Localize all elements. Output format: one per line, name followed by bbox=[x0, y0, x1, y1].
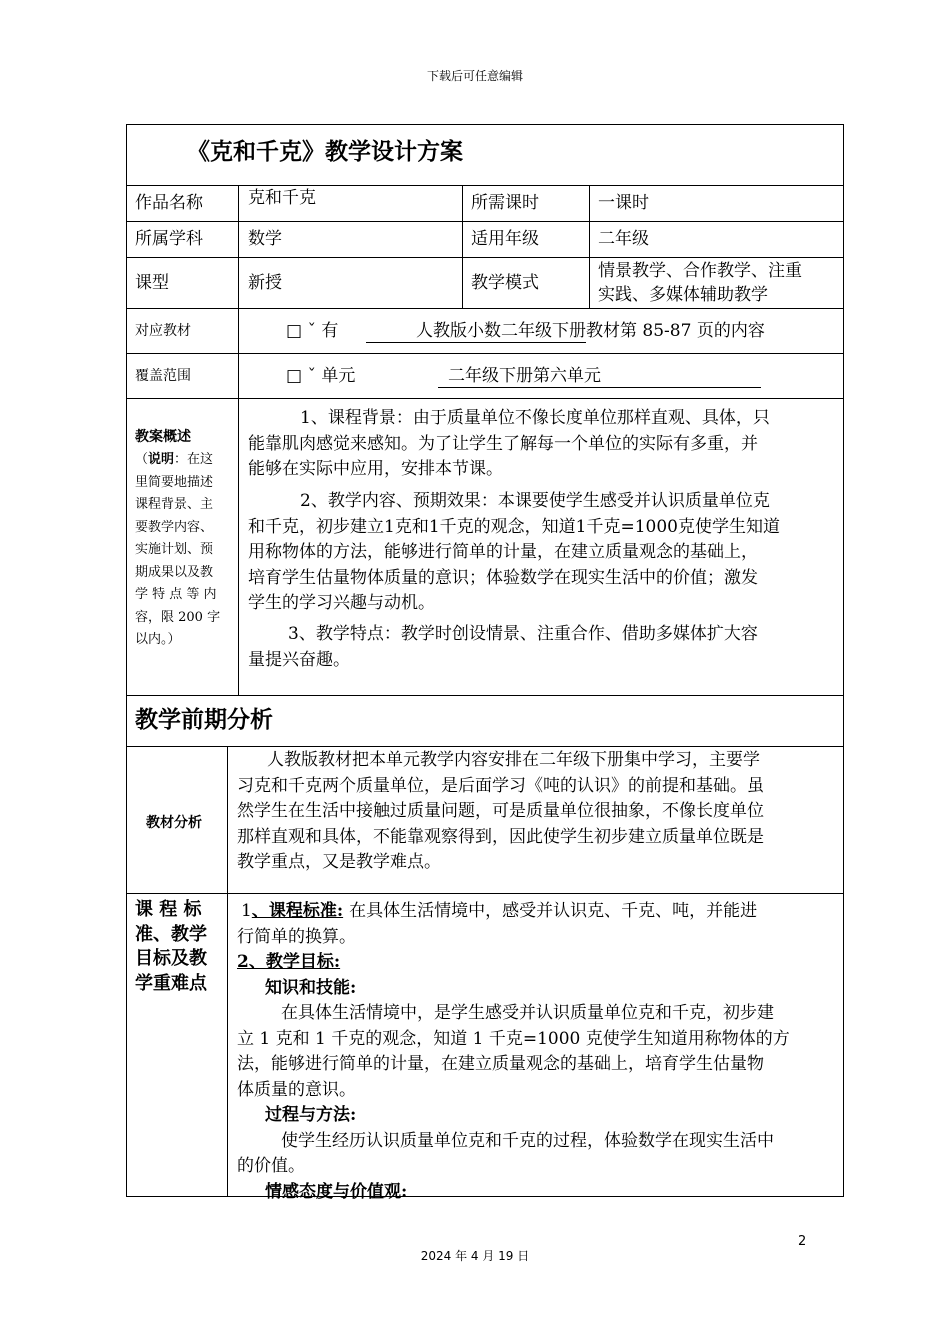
textbook-underlined: 人教版小数二年级下册 bbox=[366, 320, 586, 343]
text-line: 学生的学习兴趣与动机。 bbox=[248, 593, 435, 613]
text-line: 习克和千克两个质量单位，是后面学习《吨的认识》的前提和基础。虽 bbox=[237, 775, 764, 796]
page-header: 下载后可任意编辑 bbox=[426, 69, 523, 83]
note-line: 学 特 点 等 内 bbox=[135, 587, 217, 602]
overview-paragraph-3 bbox=[248, 622, 836, 673]
note-line: 容，限 200 字 bbox=[135, 609, 221, 625]
textbook-label: 对应教材 bbox=[135, 323, 191, 339]
textbook-pages: 教材第 85-87 页的内容 bbox=[586, 321, 765, 341]
overview-note bbox=[135, 449, 231, 652]
mode-label: 教学模式 bbox=[471, 273, 539, 293]
grade-value: 二年级 bbox=[598, 229, 649, 249]
text-line: 1、课程背景：由于质量单位不像长度单位那样直观、具体，只 bbox=[300, 408, 770, 428]
subject-value: 数学 bbox=[248, 229, 282, 249]
mode-value-line-1: 情景教学、合作教学、注重 bbox=[598, 261, 802, 281]
text-line: 能靠肌肉感觉来感知。为了让学生了解每一个单位的实际有多重，并 bbox=[248, 433, 758, 454]
label-line: 课 程 标 bbox=[135, 899, 202, 920]
material-analysis-label: 教材分析 bbox=[146, 815, 202, 831]
range-value bbox=[438, 365, 761, 388]
text-line: 培育学生估量物体质量的意识；体验数学在现实生活中的价值；激发 bbox=[248, 567, 758, 588]
note-line: 里简要地描述 bbox=[135, 474, 214, 490]
note-emphasis: 说明 bbox=[148, 452, 175, 467]
overview-label: 教案概述 bbox=[135, 429, 191, 445]
text-line: 2、教学内容、预期效果：本课要使学生感受并认识质量单位克 bbox=[300, 491, 770, 511]
footer-date: 2024 年 4 月 19 日 bbox=[420, 1249, 530, 1263]
work-name-label: 作品名称 bbox=[135, 193, 203, 213]
grade-label: 适用年级 bbox=[471, 229, 539, 249]
mode-value-line-2: 实践、多媒体辅助教学 bbox=[598, 285, 768, 305]
knowledge-heading: 知识和技能: bbox=[265, 977, 357, 998]
overview-paragraph-1 bbox=[248, 406, 836, 483]
page-number: 2 bbox=[798, 1234, 807, 1249]
range-checkbox: □ ˇ 单元 bbox=[286, 366, 356, 386]
standard-number: 1 bbox=[241, 901, 252, 921]
type-label: 课型 bbox=[135, 273, 169, 293]
work-name-value: 克和千克 bbox=[248, 188, 316, 208]
text-line: 和千克，初步建立1克和1千克的观念，知道1千克=1000克使学生知道 bbox=[248, 516, 780, 537]
text-line: 使学生经历认识质量单位克和千克的过程，体验数学在现实生活中 bbox=[281, 1130, 774, 1151]
subject-label: 所属学科 bbox=[135, 229, 203, 249]
text-line: 3、教学特点：教学时创设情景、注重合作、借助多媒体扩大容 bbox=[288, 624, 758, 644]
text-line: 量提兴奋趣。 bbox=[248, 649, 350, 670]
attitude-heading: 情感态度与价值观: bbox=[265, 1181, 408, 1202]
text-line: 的价值。 bbox=[237, 1156, 305, 1176]
label-line: 目标及教 bbox=[135, 948, 207, 969]
overview-paragraph-2 bbox=[248, 489, 836, 617]
note-line: 课程背景、主 bbox=[135, 497, 214, 512]
text-line: 人教版教材把本单元教学内容安排在二年级下册集中学习，主要学 bbox=[267, 750, 760, 770]
hours-label: 所需课时 bbox=[471, 193, 539, 213]
text-line: 在具体生活情境中，是学生感受并认识质量单位克和千克，初步建 bbox=[281, 1003, 774, 1023]
standard-heading: 、课程标准: bbox=[251, 901, 344, 921]
note-line: 期成果以及教 bbox=[135, 564, 214, 580]
note-line: 要教学内容、 bbox=[135, 519, 214, 535]
hours-value: 一课时 bbox=[598, 193, 649, 213]
textbook-checkbox: □ ˇ 有 bbox=[286, 321, 339, 341]
text-line: 行简单的换算。 bbox=[237, 926, 356, 947]
text-line: 体质量的意识。 bbox=[237, 1079, 356, 1100]
text-line: 用称物体的方法，能够进行简单的计量，在建立质量观念的基础上， bbox=[248, 542, 758, 562]
note-line: 以内。） bbox=[135, 632, 181, 647]
range-label: 覆盖范围 bbox=[135, 368, 191, 384]
type-value: 新授 bbox=[248, 273, 282, 293]
goal-heading-text: 2、教学目标: bbox=[237, 952, 341, 972]
material-analysis-text bbox=[237, 748, 835, 876]
standards-label bbox=[135, 898, 221, 996]
goal-heading bbox=[237, 950, 835, 976]
label-line: 学重难点 bbox=[135, 972, 207, 994]
document-title: 《克和千克》教学设计方案 bbox=[187, 138, 463, 165]
text-line: 那样直观和具体，不能靠观察得到，因此使学生初步建立质量单位既是 bbox=[237, 826, 764, 847]
standard-line bbox=[237, 899, 835, 925]
text-line: 教学重点，又是教学难点。 bbox=[237, 852, 441, 872]
process-heading: 过程与方法: bbox=[265, 1105, 357, 1125]
text-line: 法，能够进行简单的计量，在建立质量观念的基础上，培育学生估量物 bbox=[237, 1054, 764, 1074]
text-line: 然学生在生活中接触过质量问题，可是质量单位很抽象，不像长度单位 bbox=[237, 801, 764, 821]
label-line: 准、教学 bbox=[135, 923, 207, 945]
note-line: 实施计划、预 bbox=[135, 542, 214, 557]
note-line: （说明：在这 bbox=[135, 452, 214, 467]
standard-text: 在具体生活情境中，感受并认识克、千克、吨，并能进 bbox=[349, 901, 758, 921]
standards-content bbox=[237, 899, 835, 1205]
range-underlined: 二年级下册第六单元 bbox=[438, 365, 761, 388]
text-line: 能够在实际中应用，安排本节课。 bbox=[248, 459, 503, 479]
textbook-value bbox=[366, 320, 765, 343]
analysis-section-title: 教学前期分析 bbox=[135, 706, 273, 733]
text-line: 立 1 克和 1 千克的观念，知道 1 千克=1000 克使学生知道用称物体的方 bbox=[237, 1028, 790, 1049]
